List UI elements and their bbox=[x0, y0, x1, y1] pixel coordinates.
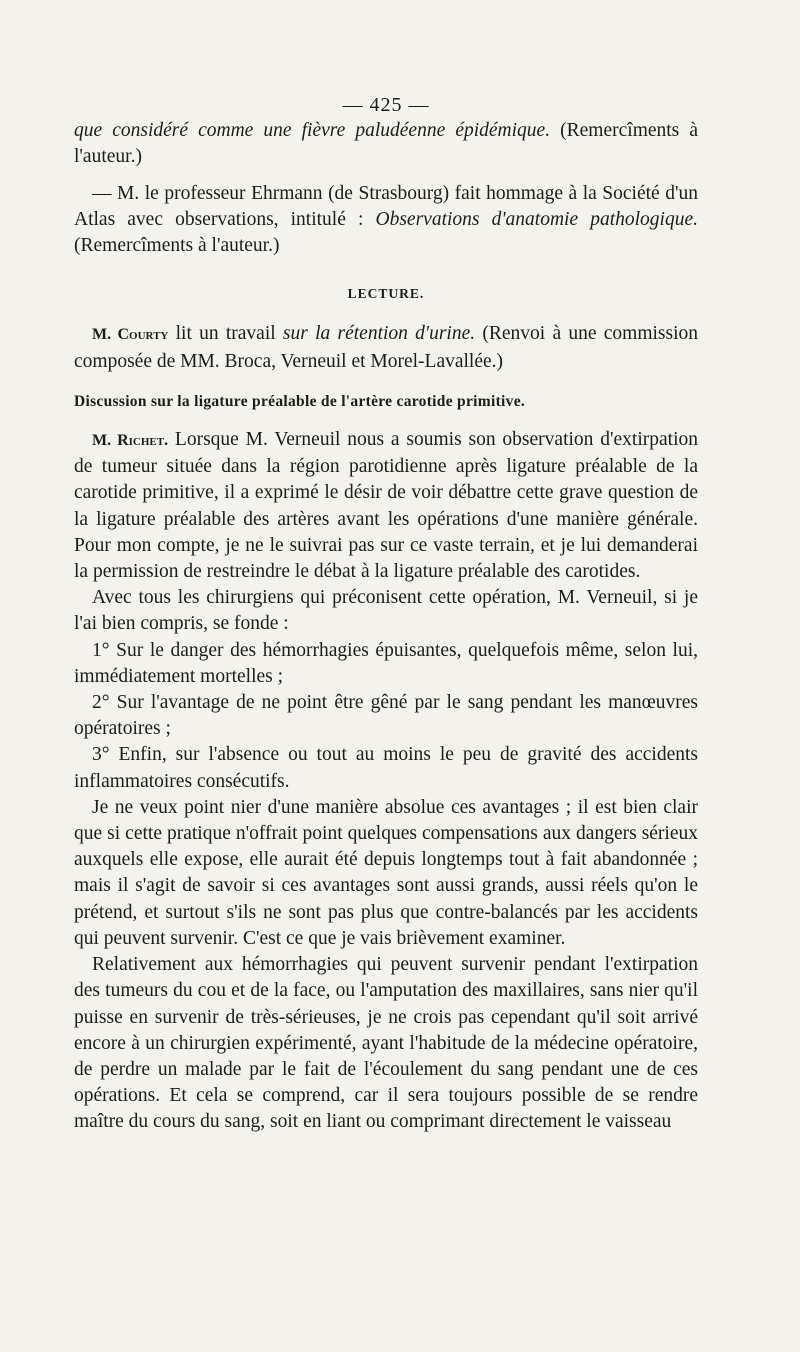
paragraph-3 bbox=[74, 321, 698, 374]
lecture-heading: LECTURE. bbox=[347, 286, 425, 302]
paragraph-2 bbox=[74, 181, 698, 260]
page-text bbox=[74, 92, 698, 1136]
speaker-richet: M. Richet. bbox=[92, 432, 169, 450]
paragraph-1 bbox=[74, 118, 698, 170]
paragraph-3-text-b: (Renvoi à une commission composée de MM. Broca, Verneuil et Morel-Lavallée.) bbox=[74, 323, 698, 372]
paragraph-2-italic: Observations d'anatomie pathologique. bbox=[375, 208, 698, 230]
paragraph-1-text: (Remercîments à l'auteur.) bbox=[74, 120, 698, 168]
paragraph-2-text-b: (Remercîments à l'auteur.) bbox=[74, 235, 280, 257]
paragraph-7: 2° Sur l'avantage de ne point être gêné par le sang pendant les manœuvres opératoires ; bbox=[74, 692, 698, 740]
paragraph-1-italic: que considéré comme une fièvre paludéenne épidémique. bbox=[74, 120, 551, 142]
paragraph-8: 3° Enfin, sur l'absence ou tout au moins le peu de gravité des accidents inflammatoires consécutifs. bbox=[74, 744, 698, 792]
paragraph-2-text-a: — M. le professeur Ehrmann (de Strasbourg) fait hommage à la Société d'un Atlas avec observations, intitulé : bbox=[74, 182, 698, 230]
paragraph-10: Relativement aux hémorrhagies qui peuvent survenir pendant l'extirpation des tumeurs du cou et de la face, ou l'amputation des maxillaires, sans nier qu'il puisse en survenir de très-sérieuses, je ne crois pas cependant qu'il soit arrivé encore à un chirurgien expérimenté, ayant l'habitude de la médecine opératoire, de perdre un malade par le fait de l'écoulement du sang pendant une de ces opérations. Et cela se comprend, car il sera toujours possible de se rendre maître du cours du sang, soit en liant ou comprimant directement le vaisseau bbox=[74, 954, 698, 1133]
paragraph-5: Avec tous les chirurgiens qui préconisent cette opération, M. Verneuil, si je l'ai bien compris, se fonde : bbox=[74, 587, 698, 635]
paragraph-3-italic: sur la rétention d'urine. bbox=[282, 323, 476, 345]
paragraph-4-text: Lorsque M. Verneuil nous a soumis son observation d'extirpation de tumeur située dans la région parotidienne après ligature préalable de la carotide primitive, il a exprimé le désir de voir débattre cette grave question de la ligature préalable des artères avant les opérations d'une manière générale. Pour mon compte, je ne le suivrai pas sur ce vaste terrain, et je lui demanderai la permission de restreindre le débat à la ligature préalable des carotides. bbox=[74, 429, 698, 583]
paragraph-3-text-a: lit un travail bbox=[168, 323, 283, 345]
paragraph-6: 1° Sur le danger des hémorrhagies épuisantes, quelquefois même, selon lui, immédiatement mortelles ; bbox=[74, 639, 698, 687]
page-number: — 425 — bbox=[342, 94, 430, 116]
speaker-courty: M. Courty bbox=[92, 326, 169, 344]
paragraph-4 bbox=[74, 427, 698, 585]
paragraph-9: Je ne veux point nier d'une manière absolue ces avantages ; il est bien clair que si cette pratique n'offrait point quelques compensations aux dangers sérieux auxquels elle expose, elle aurait été depuis longtemps tout à fait abandonnée ; mais il s'agit de savoir si ces avantages sont aussi grands, aussi réels qu'on le prétend, et surtout s'ils ne sont pas plus que contre-balancés par les accidents qui peuvent survenir. C'est ce que je vais brièvement examiner. bbox=[74, 796, 698, 949]
discussion-heading: Discussion sur la ligature préalable de l'artère carotide primitive. bbox=[74, 392, 526, 410]
